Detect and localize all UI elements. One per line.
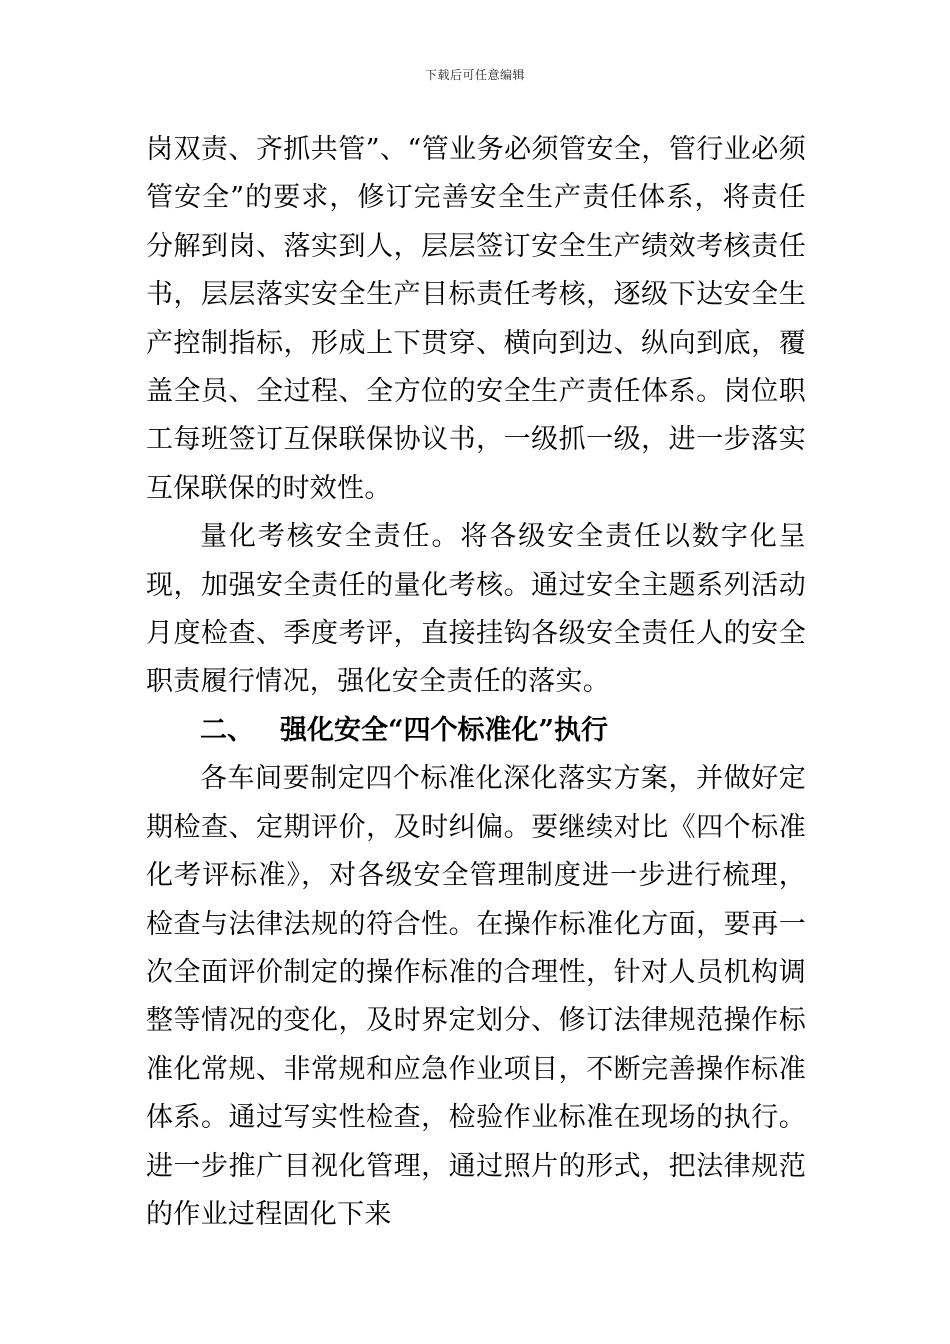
page-header: 下载后可任意编辑	[424, 68, 525, 82]
document-body	[146, 126, 806, 1239]
section-title: 强化安全“四个标准化”执行	[280, 714, 609, 746]
paragraph-quantified-assessment: 量化考核安全责任。将各级安全责任以数字化呈现，加强安全责任的量化考核。通过安全主题系列活动月度检查、季度考评，直接挂钩各级安全责任人的安全职责履行情况，强化安全责任的落实。	[146, 521, 806, 698]
paragraph-responsibility-system: 岗双责、齐抓共管”、“管业务必须管安全，管行业必须管安全”的要求，修订完善安全生产责任体系，将责任分解到岗、落实到人，层层签订安全生产绩效考核责任书，层层落实安全生产目标责任考核，逐级下达安全生产控制指标，形成上下贯穿、横向到边、纵向到底，覆盖全员、全过程、全方位的安全生产责任体系。岗位职工每班签订互保联保协议书，一级抓一级，进一步落实互保联保的时效性。	[146, 134, 806, 504]
section-heading	[146, 707, 806, 755]
section-number: 二、	[200, 714, 254, 746]
paragraph-standardization: 各车间要制定四个标准化深化落实方案，并做好定期检查、定期评价，及时纠偏。要继续对比《四个标准化考评标准》，对各级安全管理制度进一步进行梳理，检查与法律法规的符合性。在操作标准化方面，要再一次全面评价制定的操作标准的合理性，针对人员机构调整等情况的变化，及时界定划分、修订法律规范操作标准化常规、非常规和应急作业项目，不断完善操作标准体系。通过写实性检查，检验作业标准在现场的执行。进一步推广目视化管理，通过照片的形式，把法律规范的作业过程固化下来	[146, 763, 806, 1230]
